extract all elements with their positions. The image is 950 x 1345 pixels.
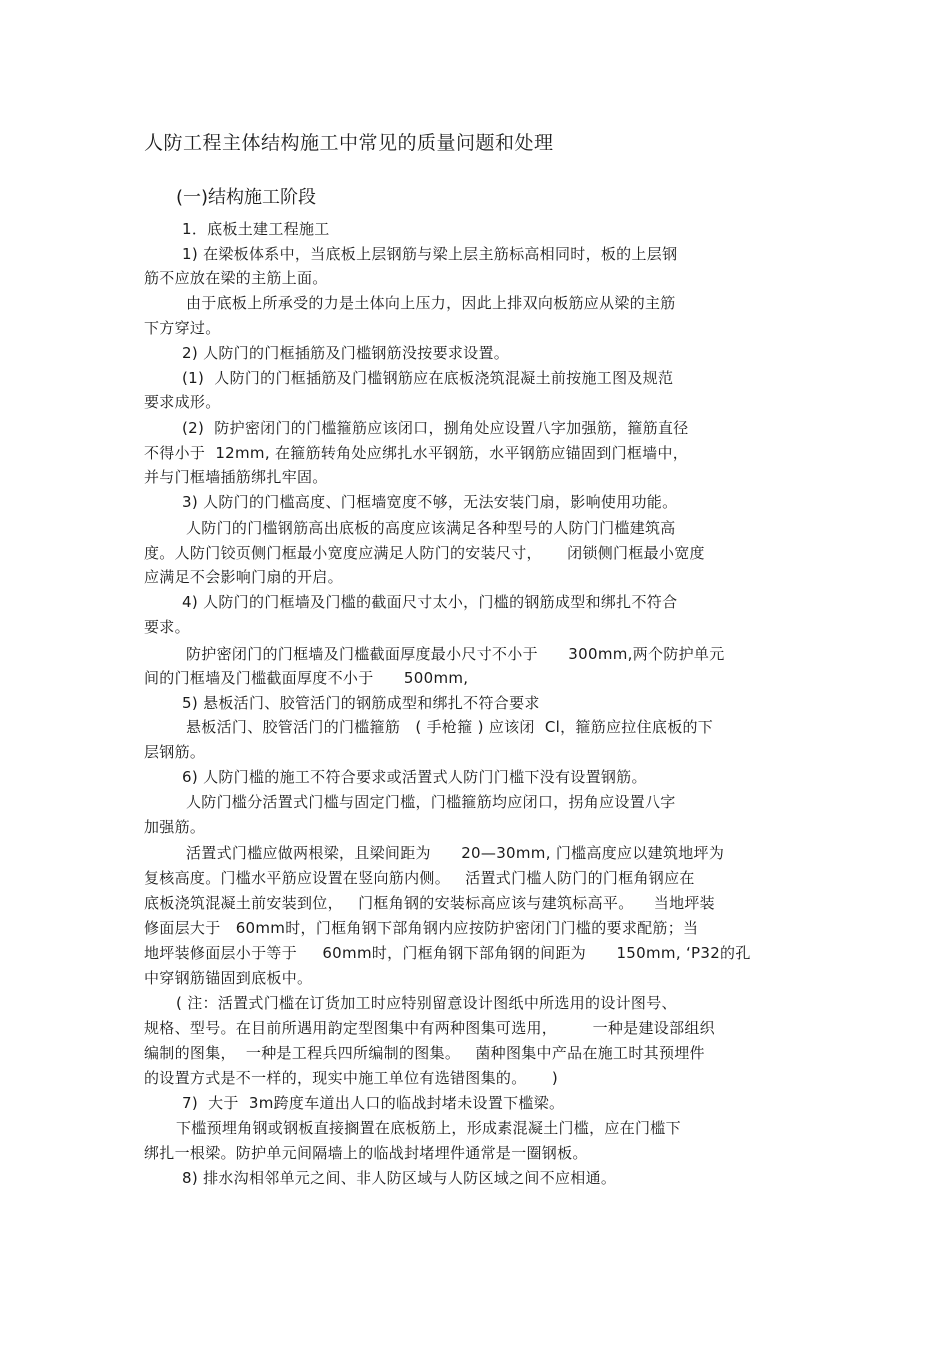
paragraph-line: 筋不应放在梁的主筋上面。: [144, 269, 328, 287]
paragraph-line: 1) 在梁板体系中，当底板上层钢筋与梁上层主筋标高相同时，板的上层钢: [182, 245, 678, 263]
paragraph-line: 下方穿过。: [144, 319, 221, 337]
paragraph-line: 规格、型号。在目前所遇用韵定型图集中有两种图集可选用， 一种是建设部组织: [144, 1019, 715, 1037]
paragraph-line: 3) 人防门的门槛高度、门框墙宽度不够，无法安装门扇，影响使用功能。: [182, 493, 678, 511]
paragraph-line: 并与门框墙插筋绑扎牢固。: [144, 468, 328, 486]
paragraph-line: 复核高度。门槛水平筋应设置在竖向筋内侧。 活置式门槛人防门的门框角钢应在: [144, 869, 695, 887]
paragraph-line: 悬板活门、胶管活门的门槛箍筋 ( 手枪箍 ) 应该闭 Cl，箍筋应拉住底板的下: [186, 718, 714, 736]
paragraph-line: 修面层大于 60mm时，门框角钢下部角钢内应按防护密闭门门槛的要求配筋；当: [144, 919, 699, 937]
paragraph-line: 地坪装修面层小于等于 60mm时，门框角钢下部角钢的间距为 150mm, ‘P32的孔: [144, 944, 751, 962]
paragraph-line: 应满足不会影响门扇的开启。: [144, 568, 343, 586]
paragraph-line: 要求成形。: [144, 393, 221, 411]
paragraph-line: 由于底板上所承受的力是土体向上压力，因此上排双向板筋应从梁的主筋: [186, 294, 676, 312]
paragraph-line: 加强筋。: [144, 818, 206, 836]
paragraph-line: 7) 大于 3m跨度车道出人口的临战封堵未设置下槛梁。: [182, 1094, 565, 1112]
paragraph-line: 层钢筋。: [144, 743, 206, 761]
section-heading: (一)结构施工阶段: [176, 187, 317, 208]
paragraph-line: 4) 人防门的门框墙及门槛的截面尺寸太小，门槛的钢筋成型和绑扎不符合: [182, 593, 678, 611]
paragraph-line: 编制的图集， 一种是工程兵四所编制的图集。 菌种图集中产品在施工时其预埋件: [144, 1044, 705, 1062]
paragraph-line: (2) 防护密闭门的门槛箍筋应该闭口，捌角处应设置八字加强筋，箍筋直径: [182, 419, 689, 437]
paragraph-line: 人防门的门槛钢筋高出底板的高度应该满足各种型号的人防门门槛建筑高: [186, 519, 676, 537]
paragraph-line: 间的门框墙及门槛截面厚度不小于 500mm,: [144, 669, 469, 687]
paragraph-line: ( 注：活置式门槛在订货加工时应特别留意设计图纸中所选用的设计图号、: [176, 994, 677, 1012]
paragraph-line: 人防门槛分活置式门槛与固定门槛，门槛箍筋均应闭口，拐角应设置八字: [186, 793, 676, 811]
paragraph-line: 底板浇筑混凝土前安装到位， 门框角钢的安装标高应该与建筑标高平。 当地坪装: [144, 894, 715, 912]
document-title: 人防工程主体结构施工中常见的质量问题和处理: [144, 132, 554, 154]
paragraph-line: 防护密闭门的门框墙及门槛截面厚度最小尺寸不小于 300mm,两个防护单元: [186, 645, 725, 663]
paragraph-line: 不得小于 12mm, 在箍筋转角处应绑扎水平钢筋，水平钢筋应锚固到门框墙中，: [144, 444, 689, 462]
paragraph-line: 1．底板土建工程施工: [182, 220, 330, 238]
paragraph-line: 绑扎一根梁。防护单元间隔墙上的临战封堵埋件通常是一圈钢板。: [144, 1144, 588, 1162]
paragraph-line: 6) 人防门槛的施工不符合要求或活置式人防门门槛下没有设置钢筋。: [182, 768, 647, 786]
paragraph-line: 活置式门槛应做两根梁，且梁间距为 20—30mm, 门槛高度应以建筑地坪为: [186, 844, 725, 862]
paragraph-line: 8) 排水沟相邻单元之间、非人防区域与人防区域之间不应相通。: [182, 1169, 617, 1187]
paragraph-line: 要求。: [144, 618, 190, 636]
paragraph-line: 的设置方式是不一样的，现实中施工单位有选错图集的。 ): [144, 1069, 558, 1087]
paragraph-line: 2) 人防门的门框插筋及门槛钢筋没按要求设置。: [182, 344, 510, 362]
paragraph-line: (1) 人防门的门框插筋及门槛钢筋应在底板浇筑混凝土前按施工图及规范: [182, 369, 674, 387]
paragraph-line: 5) 悬板活门、胶管活门的钢筋成型和绑扎不符合要求: [182, 694, 540, 712]
paragraph-line: 度。人防门铰页侧门框最小宽度应满足人防门的安装尺寸， 闭锁侧门框最小宽度: [144, 544, 705, 562]
paragraph-line: 下槛预埋角钢或钢板直接搁置在底板筋上，形成素混凝土门槛，应在门槛下: [176, 1119, 681, 1137]
paragraph-line: 中穿钢筋锚固到底板中。: [144, 969, 313, 987]
